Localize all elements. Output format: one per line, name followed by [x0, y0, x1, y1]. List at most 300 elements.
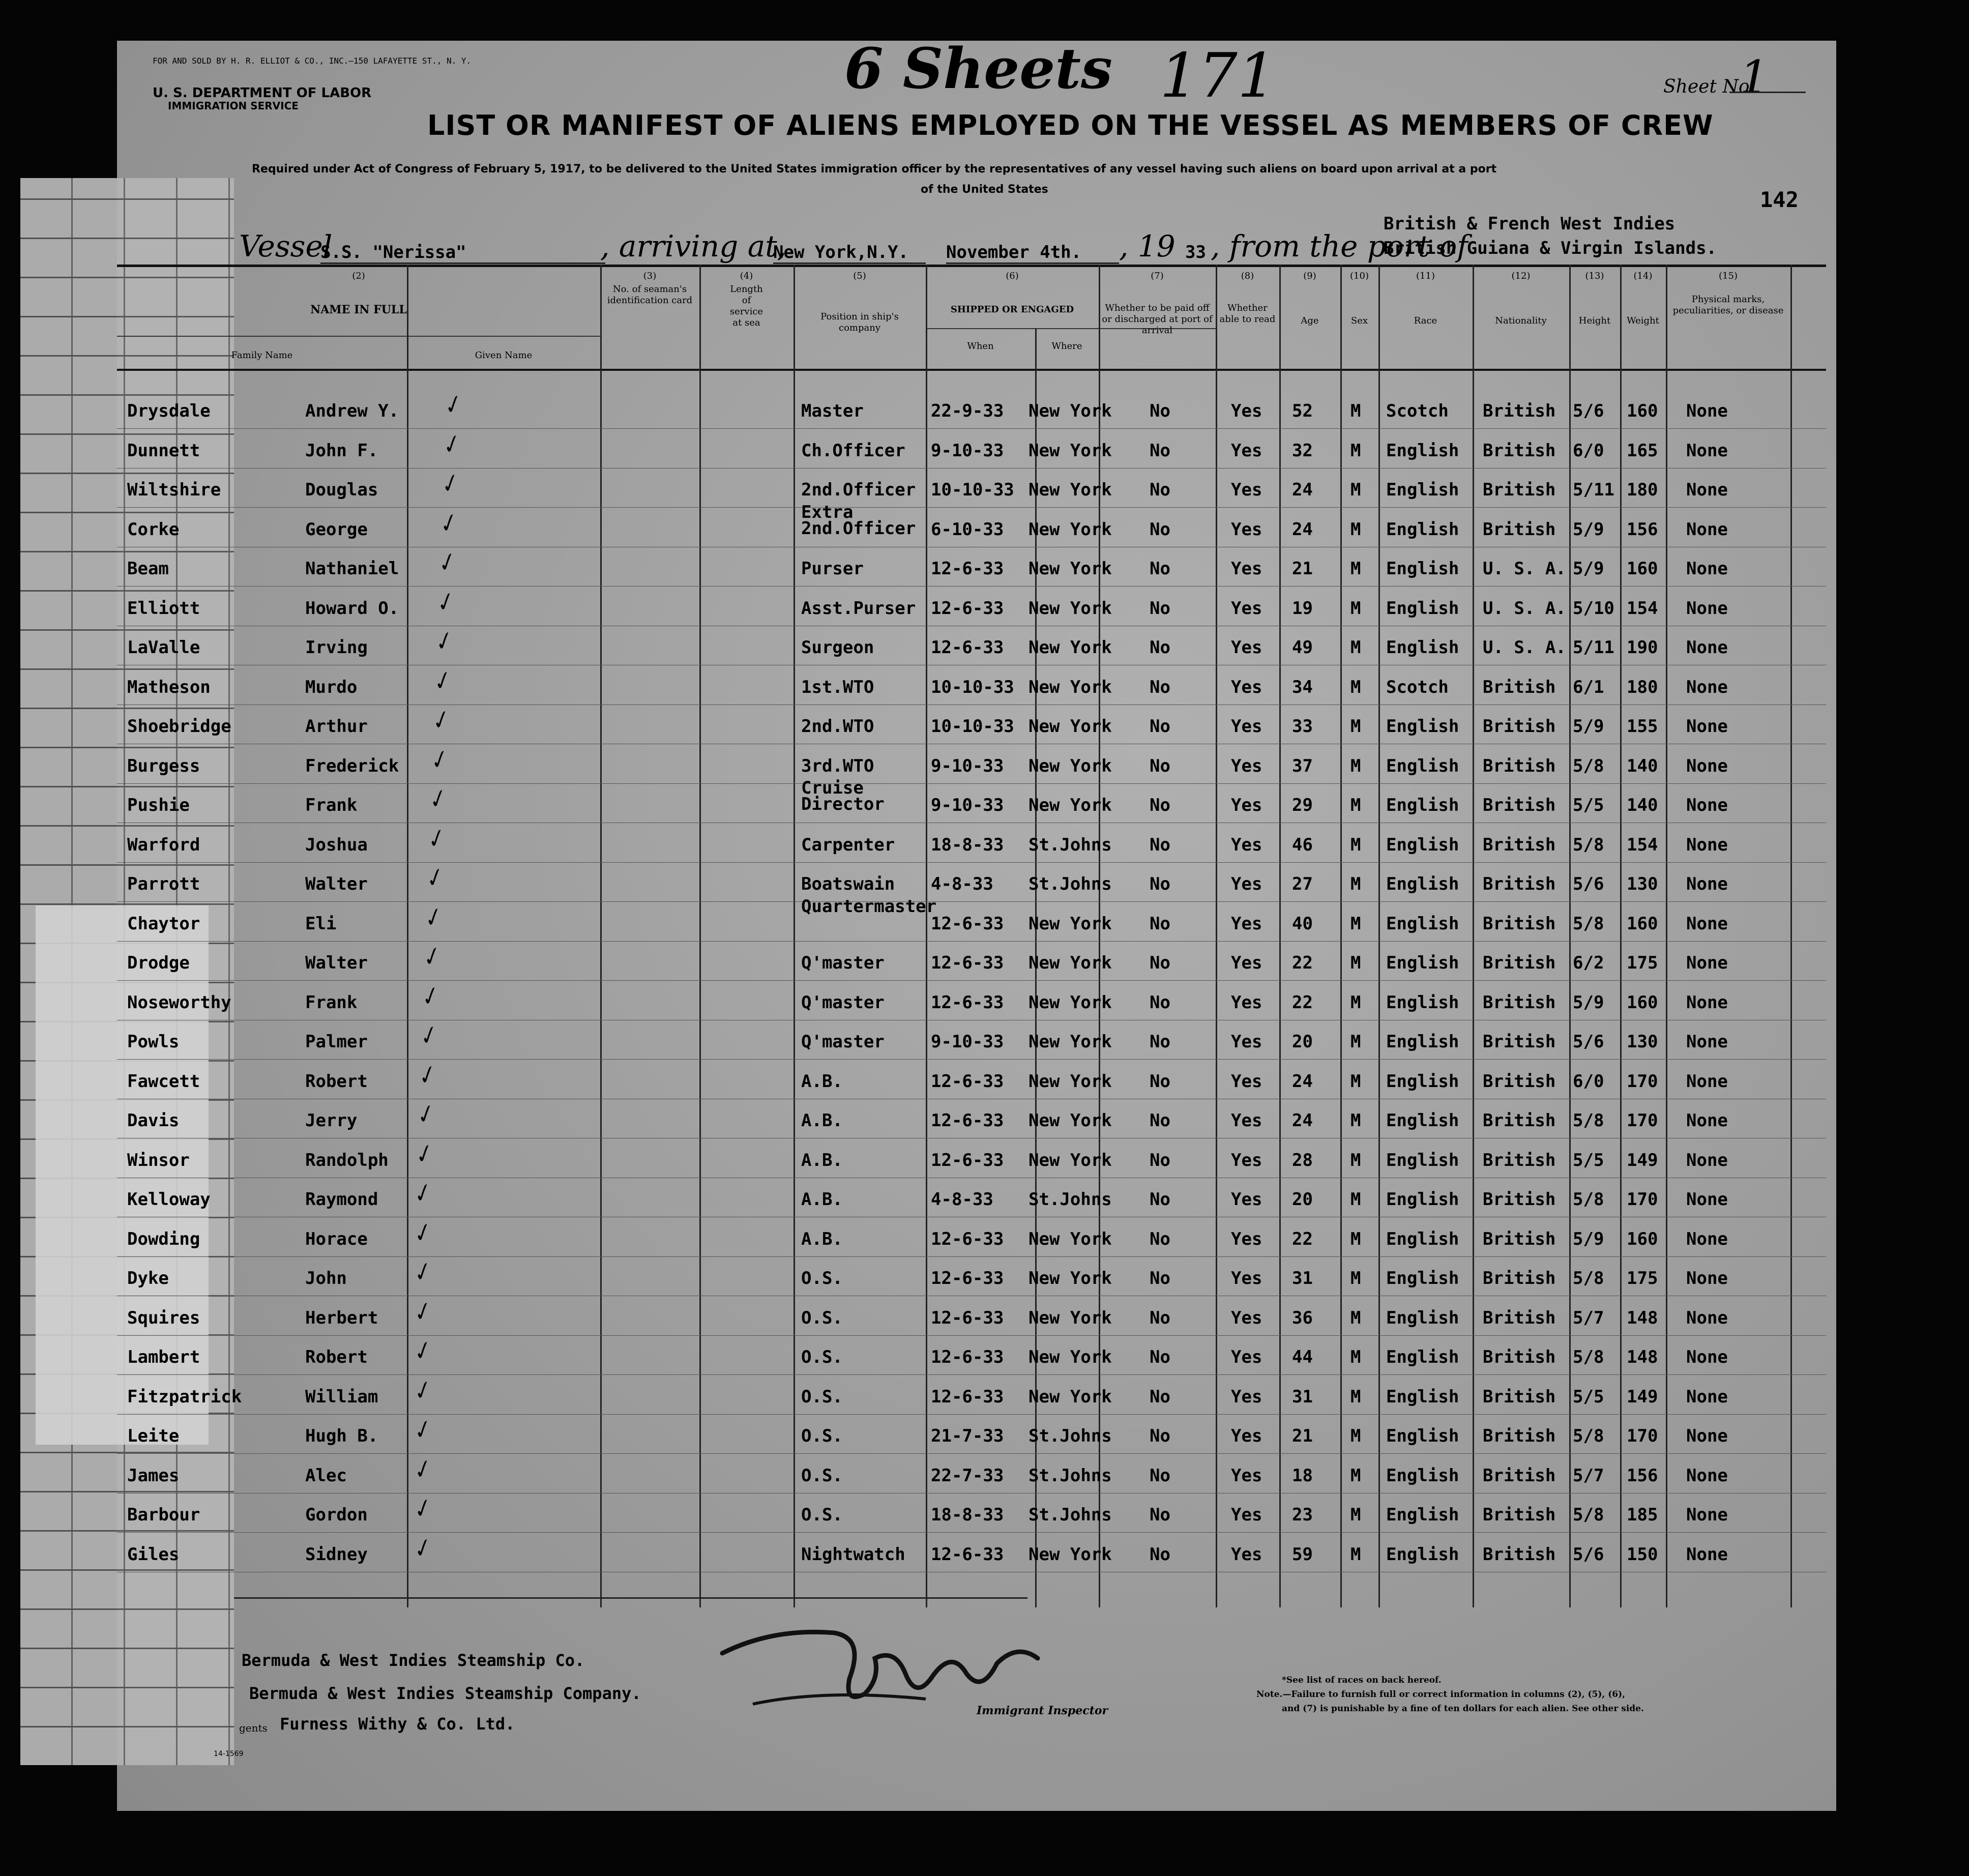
nationality: British	[1483, 1465, 1556, 1486]
family-name: Lambert	[127, 1347, 200, 1367]
subtitle-line-2: of the United States	[921, 183, 1048, 196]
col-4-number: (4)	[740, 271, 753, 281]
name-subheader-rule	[117, 336, 600, 337]
weight: 170	[1627, 1426, 1658, 1446]
form-number: 14-1569	[214, 1750, 244, 1758]
nationality: British	[1483, 401, 1556, 421]
col-11-label: Race	[1414, 315, 1437, 326]
check-mark-icon: ✓	[413, 1020, 442, 1052]
weight: 160	[1627, 913, 1658, 934]
paid-off: No	[1150, 1347, 1170, 1367]
col-15-number: (15)	[1719, 271, 1738, 281]
nationality: British	[1483, 519, 1556, 540]
weight: 140	[1627, 755, 1658, 776]
height: 5/6	[1573, 1544, 1604, 1565]
col-7-number: (7)	[1151, 271, 1164, 281]
age: 59	[1292, 1544, 1313, 1565]
sex: M	[1350, 795, 1361, 815]
age: 40	[1292, 913, 1313, 934]
shipped-where: New York	[1028, 677, 1112, 697]
col-14-label: Weight	[1627, 315, 1659, 326]
col-6-label: SHIPPED OR ENGAGED	[950, 304, 1074, 315]
paid-off: No	[1150, 1505, 1170, 1525]
shipped-where: New York	[1028, 953, 1112, 973]
paid-off: No	[1150, 953, 1170, 973]
able-to-read: Yes	[1231, 401, 1262, 421]
age: 49	[1292, 637, 1313, 658]
check-mark-icon: ✓	[419, 863, 448, 895]
nationality: U. S. A.	[1483, 559, 1566, 579]
height: 5/8	[1573, 1268, 1604, 1288]
physical-marks: None	[1686, 1505, 1728, 1525]
age: 24	[1292, 480, 1313, 500]
sex: M	[1350, 598, 1361, 619]
paid-off: No	[1150, 1386, 1170, 1407]
sheet-no-underline	[1729, 92, 1806, 93]
position: Q'master	[801, 953, 885, 973]
sex: M	[1350, 1228, 1361, 1249]
sex: M	[1350, 1150, 1361, 1170]
weight: 156	[1627, 519, 1658, 540]
table-row	[117, 431, 1826, 471]
physical-marks: None	[1686, 1465, 1728, 1486]
note-line-3: and (7) is punishable by a fine of ten dollars for each alien. See other side.	[1282, 1704, 1644, 1714]
sex: M	[1350, 1505, 1361, 1525]
printer-line: FOR AND SOLD BY H. R. ELLIOT & CO., INC.—150 LAFAYETTE ST., N. Y.	[153, 56, 472, 66]
shipped-where: New York	[1028, 1268, 1112, 1288]
check-mark-icon: ✓	[407, 1375, 435, 1407]
physical-marks: None	[1686, 716, 1728, 737]
nationality: British	[1483, 1071, 1556, 1092]
able-to-read: Yes	[1231, 1544, 1262, 1565]
weight: 149	[1627, 1386, 1658, 1407]
table-row	[117, 707, 1826, 747]
weight: 190	[1627, 637, 1658, 658]
nationality: British	[1483, 1505, 1556, 1525]
col-13-label: Height	[1578, 315, 1611, 326]
able-to-read: Yes	[1231, 1150, 1262, 1170]
shipped-where: New York	[1028, 637, 1112, 658]
check-mark-icon: ✓	[437, 390, 466, 422]
check-mark-icon: ✓	[421, 824, 449, 855]
race: Scotch	[1386, 677, 1449, 697]
shipped-where: New York	[1028, 1150, 1112, 1170]
table-row	[117, 1141, 1826, 1181]
table-row	[117, 502, 1826, 550]
col-5-number: (5)	[853, 271, 866, 281]
table-row	[117, 1377, 1826, 1417]
physical-marks: None	[1686, 637, 1728, 658]
physical-marks: None	[1686, 677, 1728, 697]
paid-off: No	[1150, 440, 1170, 461]
sex: M	[1350, 716, 1361, 737]
age: 19	[1292, 598, 1313, 619]
origin-port-line-2: British Guiana & Virgin Islands.	[1384, 238, 1717, 258]
shipped-when: 4-8-33	[931, 874, 993, 894]
able-to-read: Yes	[1231, 1189, 1262, 1210]
col-8-label: Whether able to read	[1219, 303, 1276, 325]
arriving-port: New York,N.Y.	[773, 242, 926, 264]
nationality: British	[1483, 1347, 1556, 1367]
weight: 130	[1627, 1032, 1658, 1052]
able-to-read: Yes	[1231, 1228, 1262, 1249]
shipped-where: New York	[1028, 1347, 1112, 1367]
paid-off: No	[1150, 913, 1170, 934]
race: English	[1386, 1110, 1459, 1131]
table-row	[117, 1180, 1826, 1220]
weight: 140	[1627, 795, 1658, 815]
paid-off: No	[1150, 1268, 1170, 1288]
family-name: Burgess	[127, 755, 200, 776]
shipped-when: 21-7-33	[931, 1426, 1004, 1446]
height: 5/6	[1573, 874, 1604, 894]
age: 24	[1292, 1071, 1313, 1092]
shipped-where: St.Johns	[1028, 1426, 1112, 1446]
shipped-where: New York	[1028, 519, 1112, 540]
weight: 175	[1627, 953, 1658, 973]
race: English	[1386, 598, 1459, 619]
race: English	[1386, 1426, 1459, 1446]
able-to-read: Yes	[1231, 1268, 1262, 1288]
family-name: Dunnett	[127, 440, 200, 461]
given-name: Robert	[305, 1071, 368, 1092]
weight: 160	[1627, 992, 1658, 1013]
sex: M	[1350, 913, 1361, 934]
check-mark-icon: ✓	[407, 1493, 435, 1526]
nationality: British	[1483, 913, 1556, 934]
check-mark-icon: ✓	[407, 1297, 435, 1328]
paid-off: No	[1150, 1071, 1170, 1092]
position: A.B.	[801, 1228, 843, 1249]
height: 5/8	[1573, 755, 1604, 776]
sheets-note: 6 Sheets	[844, 36, 1112, 101]
nationality: British	[1483, 1426, 1556, 1446]
table-row	[117, 1456, 1826, 1496]
nationality: British	[1483, 716, 1556, 737]
check-mark-icon: ✓	[407, 1218, 435, 1249]
position: O.S.	[801, 1505, 843, 1525]
row-rule	[117, 862, 1826, 863]
table-row	[117, 1338, 1826, 1377]
shipped-when: 12-6-33	[931, 953, 1004, 973]
shipped-when: 12-6-33	[931, 598, 1004, 619]
family-name: Barbour	[127, 1505, 200, 1525]
age: 21	[1292, 1426, 1313, 1446]
weight: 149	[1627, 1150, 1658, 1170]
height: 5/10	[1573, 598, 1614, 619]
col-8-number: (8)	[1241, 271, 1254, 281]
family-name: LaValle	[127, 637, 200, 658]
able-to-read: Yes	[1231, 795, 1262, 815]
sex: M	[1350, 1189, 1361, 1210]
nationality: British	[1483, 953, 1556, 973]
table-row	[117, 1220, 1826, 1259]
family-name: Drodge	[127, 953, 190, 973]
position: Purser	[801, 559, 864, 579]
check-mark-icon: ✓	[407, 1336, 435, 1368]
origin-port-line-1: British & French West Indies	[1384, 214, 1676, 234]
nationality: British	[1483, 755, 1556, 776]
paid-off: No	[1150, 795, 1170, 815]
family-name: Corke	[127, 519, 180, 540]
table-row	[117, 1259, 1826, 1299]
sex: M	[1350, 1465, 1361, 1486]
physical-marks: None	[1686, 1071, 1728, 1092]
crew-table	[117, 265, 1826, 1607]
given-name: Randolph	[305, 1150, 389, 1170]
table-row	[117, 778, 1826, 826]
position: Carpenter	[801, 834, 895, 855]
family-name: Matheson	[127, 677, 211, 697]
paid-off: No	[1150, 598, 1170, 619]
able-to-read: Yes	[1231, 480, 1262, 500]
age: 29	[1292, 795, 1313, 815]
physical-marks: None	[1686, 1228, 1728, 1249]
owner-line-1: Bermuda & West Indies Steamship Co.	[242, 1651, 585, 1670]
paid-off: No	[1150, 480, 1170, 500]
col-5-label: Position in ship's company	[820, 311, 899, 333]
nationality: British	[1483, 480, 1556, 500]
given-name: Frank	[305, 795, 358, 815]
age: 34	[1292, 677, 1313, 697]
handwritten-sheet-number: 171	[1160, 41, 1277, 111]
able-to-read: Yes	[1231, 1426, 1262, 1446]
position: 1st.WTO	[801, 677, 874, 697]
physical-marks: None	[1686, 480, 1728, 500]
col-2-number: (2)	[352, 271, 365, 281]
height: 5/8	[1573, 1347, 1604, 1367]
position: A.B.	[801, 1150, 843, 1170]
age: 44	[1292, 1347, 1313, 1367]
age: 22	[1292, 1228, 1313, 1249]
family-name: Powls	[127, 1032, 180, 1052]
given-name: Andrew Y.	[305, 401, 399, 421]
shipped-when: 12-6-33	[931, 1268, 1004, 1288]
age: 20	[1292, 1032, 1313, 1052]
arriving-label: , arriving at,	[600, 229, 787, 263]
age: 24	[1292, 1110, 1313, 1131]
check-mark-icon: ✓	[433, 508, 461, 540]
given-name: John F.	[305, 440, 378, 461]
row-rule	[117, 783, 1826, 784]
check-mark-icon: ✓	[407, 1454, 435, 1486]
stamp-page-number: 142	[1760, 187, 1799, 212]
physical-marks: None	[1686, 755, 1728, 776]
position: 3rd.WTO	[801, 755, 874, 776]
height: 5/11	[1573, 637, 1614, 658]
position: Extra 2nd.Officer	[801, 502, 916, 539]
paid-off: No	[1150, 1110, 1170, 1131]
check-mark-icon: ✓	[416, 942, 445, 974]
height: 5/8	[1573, 1189, 1604, 1210]
race: English	[1386, 559, 1459, 579]
physical-marks: None	[1686, 1426, 1728, 1446]
physical-marks: None	[1686, 795, 1728, 815]
position: Q'master	[801, 992, 885, 1013]
race: English	[1386, 913, 1459, 934]
race: English	[1386, 1228, 1459, 1249]
check-mark-icon: ✓	[425, 705, 454, 737]
table-row	[117, 468, 1826, 510]
height: 5/5	[1573, 1386, 1604, 1407]
paid-off: No	[1150, 401, 1170, 421]
age: 24	[1292, 519, 1313, 540]
paid-off: No	[1150, 559, 1170, 579]
year-prefix: , 19	[1119, 229, 1175, 263]
age: 33	[1292, 716, 1313, 737]
check-mark-icon: ✓	[407, 1178, 435, 1210]
race: Scotch	[1386, 401, 1449, 421]
race: English	[1386, 1307, 1459, 1328]
family-name: Dyke	[127, 1268, 169, 1288]
race: English	[1386, 874, 1459, 894]
position: Nightwatch	[801, 1544, 905, 1565]
able-to-read: Yes	[1231, 716, 1262, 737]
shipped-when: 10-10-33	[931, 716, 1014, 737]
position: Master	[801, 401, 864, 421]
shipped-when: 12-6-33	[931, 1386, 1004, 1407]
given-name: William	[305, 1386, 378, 1407]
nationality: British	[1483, 1189, 1556, 1210]
paid-off: No	[1150, 716, 1170, 737]
weight: 154	[1627, 598, 1658, 619]
height: 6/2	[1573, 953, 1604, 973]
able-to-read: Yes	[1231, 992, 1262, 1013]
sex: M	[1350, 637, 1361, 658]
col-10-label: Sex	[1350, 315, 1368, 326]
sex: M	[1350, 1268, 1361, 1288]
table-row	[117, 896, 1826, 944]
given-name: Jerry	[305, 1110, 358, 1131]
check-mark-icon: ✓	[408, 1139, 437, 1170]
given-name: Eli	[305, 913, 337, 934]
row-rule	[117, 1453, 1826, 1454]
sheet-no-label: Sheet No.	[1663, 76, 1755, 97]
nationality: British	[1483, 1386, 1556, 1407]
position: O.S.	[801, 1268, 843, 1288]
shipped-where: New York	[1028, 755, 1112, 776]
race: English	[1386, 834, 1459, 855]
race: English	[1386, 1505, 1459, 1525]
able-to-read: Yes	[1231, 1307, 1262, 1328]
age: 46	[1292, 834, 1313, 855]
family-name: Beam	[127, 559, 169, 579]
race: English	[1386, 1465, 1459, 1486]
note-line-1: *See list of races on back hereof.	[1282, 1675, 1442, 1685]
race: English	[1386, 1150, 1459, 1170]
check-mark-icon: ✓	[424, 745, 452, 776]
col-10-number: (10)	[1350, 271, 1369, 281]
physical-marks: None	[1686, 401, 1728, 421]
age: 28	[1292, 1150, 1313, 1170]
check-mark-icon: ✓	[422, 784, 451, 816]
position: Quartermaster	[801, 896, 937, 917]
race: English	[1386, 519, 1459, 540]
shipped-when: 12-6-33	[931, 1110, 1004, 1131]
shipped-when: 10-10-33	[931, 480, 1014, 500]
age: 20	[1292, 1189, 1313, 1210]
family-name: Squires	[127, 1307, 200, 1328]
table-row	[117, 1417, 1826, 1456]
col-12-label: Nationality	[1495, 315, 1547, 326]
row-rule	[117, 1335, 1826, 1336]
race: English	[1386, 480, 1459, 500]
paid-off: No	[1150, 519, 1170, 540]
race: English	[1386, 953, 1459, 973]
table-row	[117, 668, 1826, 708]
shipped-where: New York	[1028, 992, 1112, 1013]
shipped-when: 12-6-33	[931, 1071, 1004, 1092]
weight: 180	[1627, 480, 1658, 500]
department: U. S. DEPARTMENT OF LABOR	[153, 85, 372, 101]
nationality: British	[1483, 1307, 1556, 1328]
given-name: Irving	[305, 637, 368, 658]
position: Cruise Director	[801, 778, 885, 814]
row-rule	[117, 901, 1826, 902]
physical-marks: None	[1686, 559, 1728, 579]
col-when: When	[967, 341, 994, 351]
able-to-read: Yes	[1231, 677, 1262, 697]
age: 27	[1292, 874, 1313, 894]
position: Asst.Purser	[801, 598, 916, 619]
col-3-number: (3)	[643, 271, 657, 281]
physical-marks: None	[1686, 874, 1728, 894]
age: 21	[1292, 559, 1313, 579]
row-rule	[117, 1532, 1826, 1533]
table-row	[117, 747, 1826, 786]
shipped-where: New York	[1028, 716, 1112, 737]
paid-off: No	[1150, 1544, 1170, 1565]
weight: 180	[1627, 677, 1658, 697]
col-11-number: (11)	[1416, 271, 1435, 281]
shipped-where: St.Johns	[1028, 1465, 1112, 1486]
position: 2nd.WTO	[801, 716, 874, 737]
given-name: Raymond	[305, 1189, 378, 1210]
sex: M	[1350, 1426, 1361, 1446]
race: English	[1386, 795, 1459, 815]
nationality: U. S. A.	[1483, 637, 1566, 658]
age: 31	[1292, 1268, 1313, 1288]
row-rule	[117, 507, 1826, 508]
age: 32	[1292, 440, 1313, 461]
shipped-when: 12-6-33	[931, 637, 1004, 658]
able-to-read: Yes	[1231, 874, 1262, 894]
col-2-label: NAME IN FULL	[310, 303, 407, 316]
weight: 175	[1627, 1268, 1658, 1288]
nationality: U. S. A.	[1483, 598, 1566, 619]
check-mark-icon: ✓	[412, 1060, 440, 1092]
height: 5/8	[1573, 1110, 1604, 1131]
position: O.S.	[801, 1465, 843, 1486]
family-name: Winsor	[127, 1150, 190, 1170]
shipped-where: New York	[1028, 598, 1112, 619]
weight: 170	[1627, 1110, 1658, 1131]
row-rule	[117, 1374, 1826, 1375]
note-line-2: Note.—Failure to furnish full or correct information in columns (2), (5), (6),	[1256, 1689, 1626, 1699]
sex: M	[1350, 874, 1361, 894]
paid-off: No	[1150, 992, 1170, 1013]
physical-marks: None	[1686, 1386, 1728, 1407]
height: 5/9	[1573, 992, 1604, 1013]
row-rule	[117, 1256, 1826, 1257]
paid-off: No	[1150, 1465, 1170, 1486]
table-row	[117, 628, 1826, 668]
family-name: Noseworthy	[127, 992, 231, 1013]
col-12-number: (12)	[1511, 271, 1531, 281]
row-rule	[117, 1059, 1826, 1060]
given-name: Frederick	[305, 755, 399, 776]
family-name: Fawcett	[127, 1071, 200, 1092]
